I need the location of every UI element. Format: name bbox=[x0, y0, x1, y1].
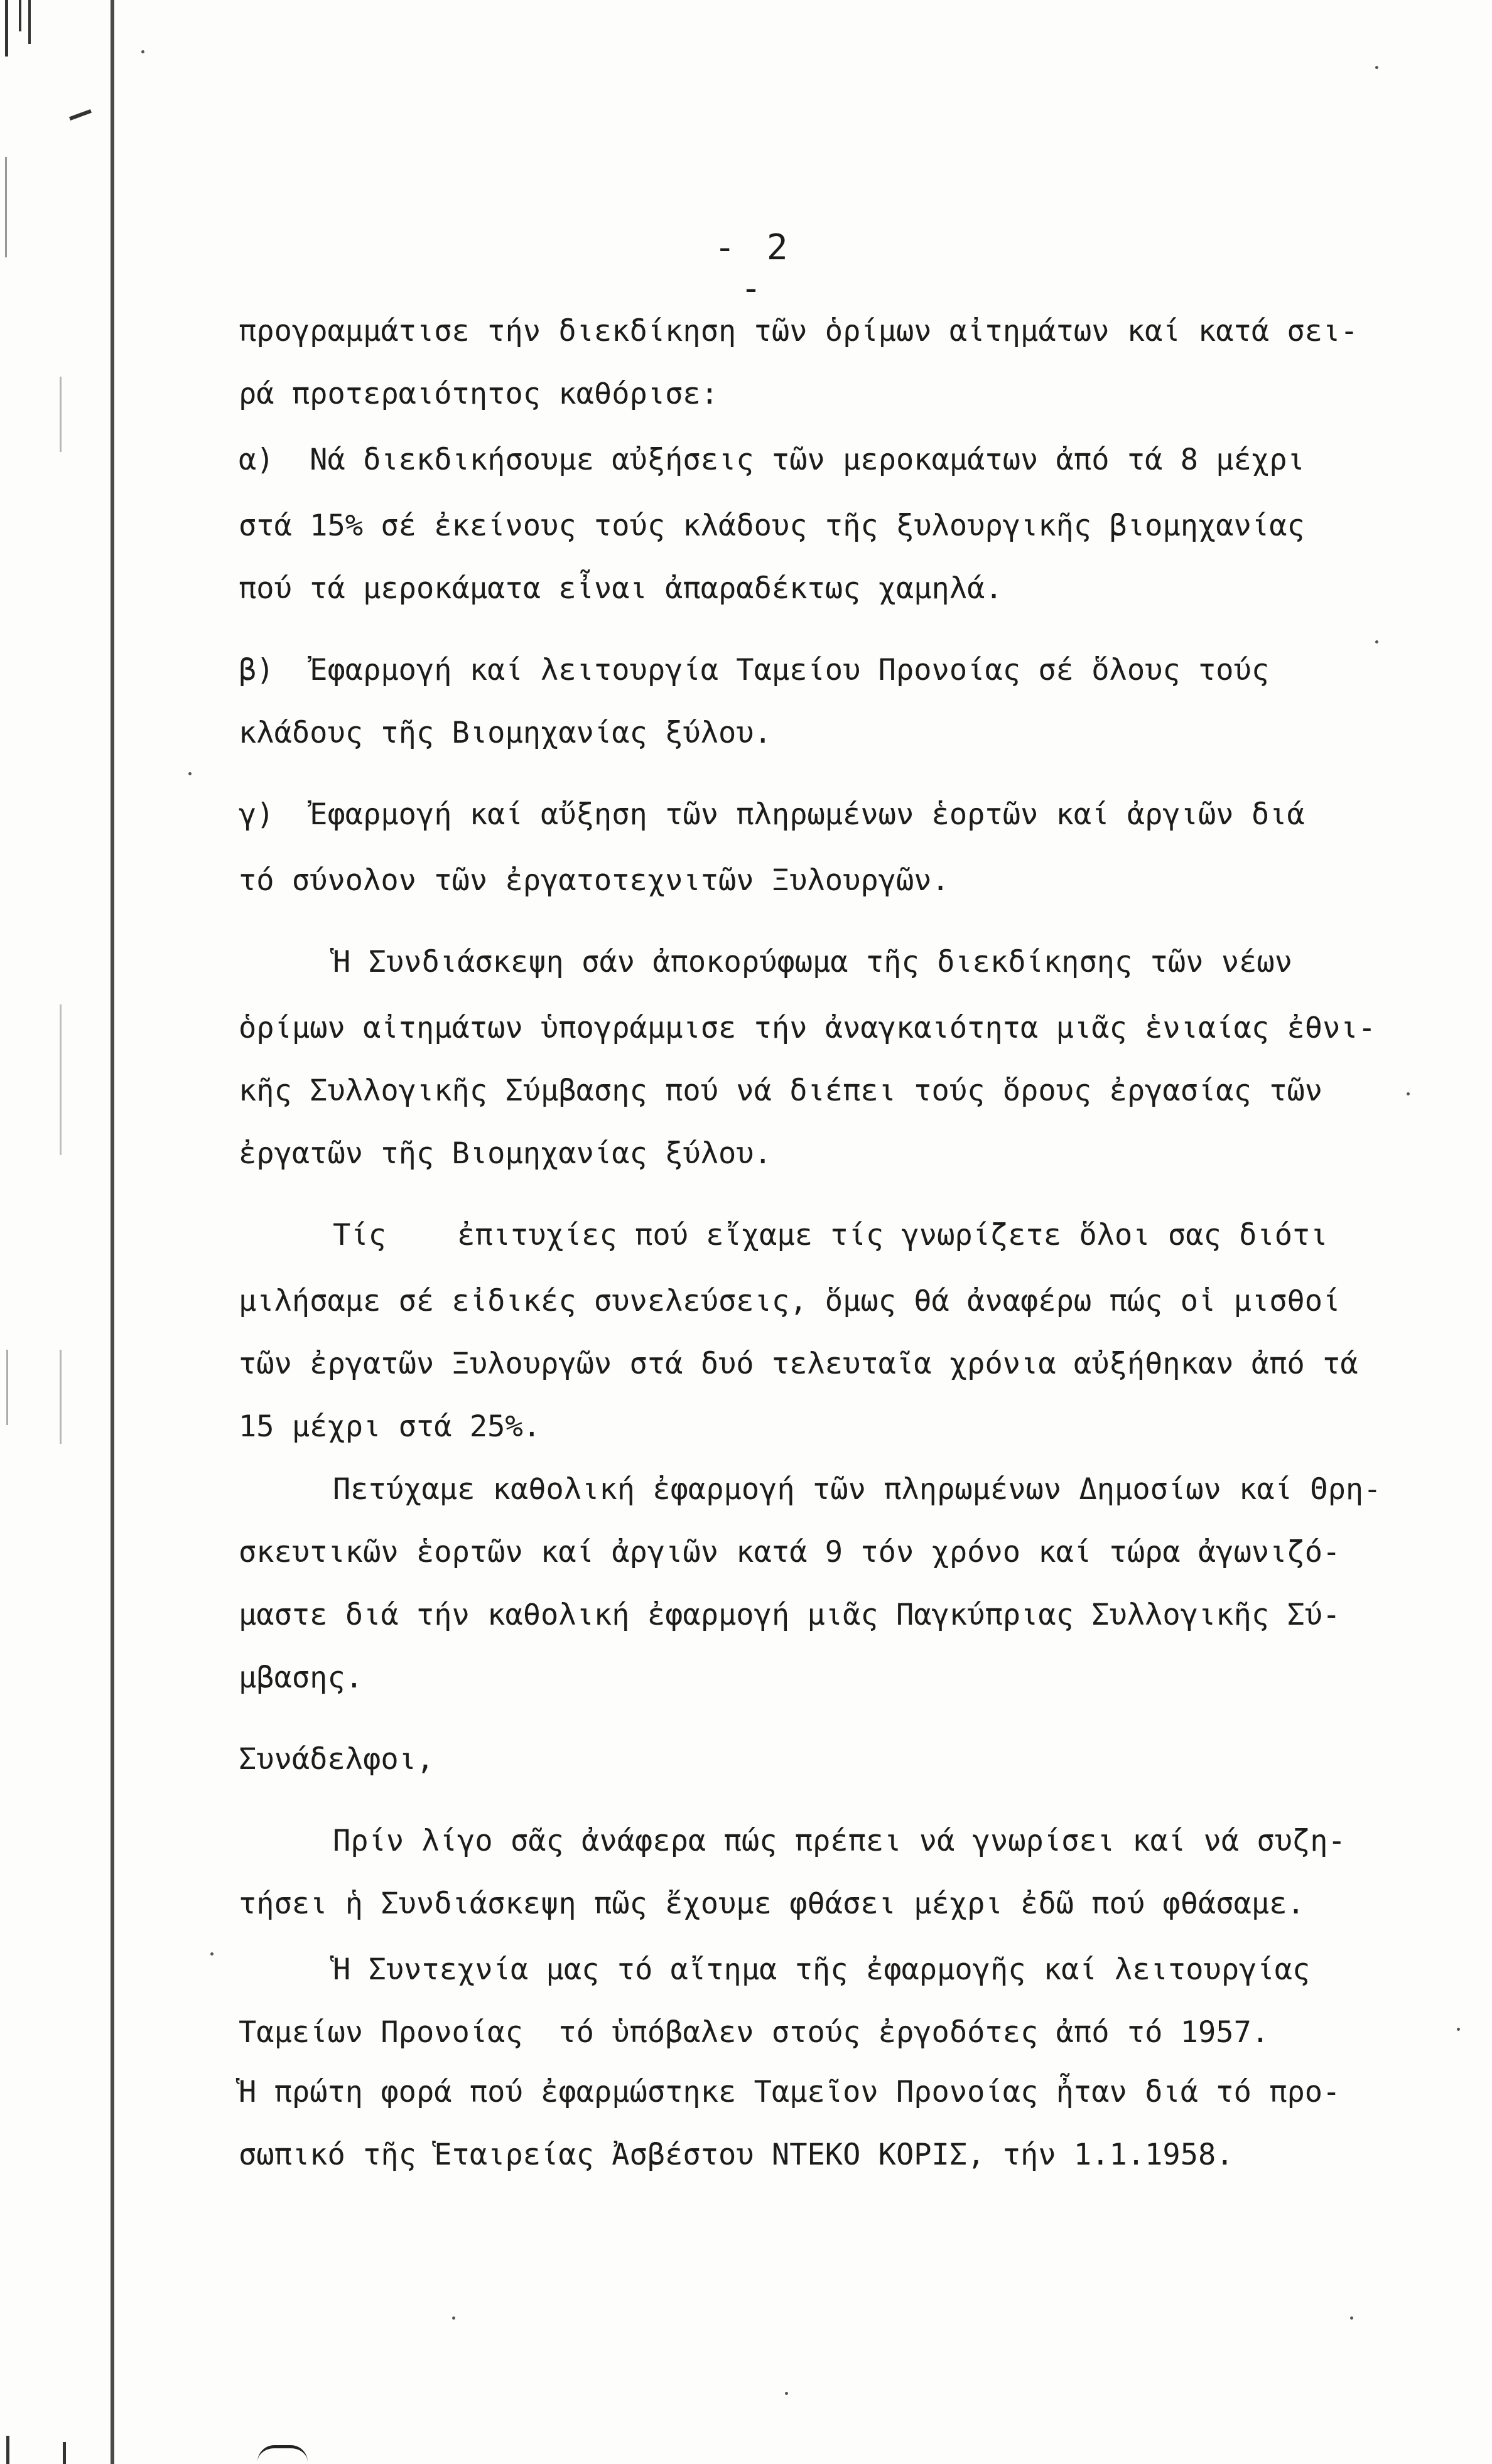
edge-mark bbox=[28, 0, 31, 44]
text-line: Ἡ Συντεχνία μας τό αἴτημα τῆς ἐφαρμογῆς καί λειτουργίας bbox=[333, 1952, 1311, 1987]
edge-mark bbox=[60, 377, 62, 452]
text-line: ὁρίμων αἰτημάτων ὑπογράμμισε τήν ἀναγκαιότητα μιᾶς ἑνιαίας ἐθνι- bbox=[239, 1011, 1376, 1045]
scan-speck bbox=[210, 1952, 214, 1956]
scan-speck bbox=[452, 2316, 455, 2320]
text-line: ἐργατῶν τῆς Βιομηχανίας ξύλου. bbox=[239, 1136, 772, 1171]
binding-line bbox=[111, 0, 114, 2464]
edge-mark bbox=[63, 2442, 66, 2464]
scan-speck bbox=[1407, 1092, 1410, 1095]
text-line: τῶν ἐργατῶν Ξυλουργῶν στά δυό τελευταῖα χρόνια αὐξήθηκαν ἀπό τά bbox=[239, 1347, 1358, 1381]
page-number: - 2 - bbox=[714, 227, 793, 309]
edge-mark bbox=[6, 1350, 8, 1425]
text-line: μβασης. bbox=[239, 1660, 364, 1695]
scan-speck bbox=[1375, 640, 1378, 643]
edge-mark bbox=[5, 0, 8, 56]
bottom-ink-mark bbox=[257, 2445, 308, 2462]
edge-mark bbox=[60, 1350, 62, 1444]
text-line: προγραμμάτισε τήν διεκδίκηση τῶν ὁρίμων αἰτημάτων καί κατά σει- bbox=[239, 314, 1358, 348]
text-line: Συνάδελφοι, bbox=[239, 1742, 435, 1777]
text-line: σκευτικῶν ἑορτῶν καί ἀργιῶν κατά 9 τόν χρόνο καί τώρα ἀγωνιζό- bbox=[239, 1535, 1341, 1569]
text-line: τήσει ἡ Συνδιάσκεψη πῶς ἔχουμε φθάσει μέχρι ἐδῶ πού φθάσαμε. bbox=[239, 1886, 1305, 1921]
scan-speck bbox=[141, 50, 144, 53]
scan-speck bbox=[1457, 2028, 1460, 2031]
text-line: κλάδους τῆς Βιομηχανίας ξύλου. bbox=[239, 716, 772, 750]
text-line: Ταμείων Προνοίας τό ὑπόβαλεν στούς ἐργοδότες ἀπό τό 1957. bbox=[239, 2015, 1270, 2050]
text-line: Πρίν λίγο σᾶς ἀνάφερα πώς πρέπει νά γνωρίσει καί νά συζη- bbox=[333, 1824, 1346, 1858]
text-line: β) Ἐφαρμογή καί λειτουργία Ταμείου Προνοίας σέ ὅλους τούς bbox=[239, 653, 1270, 687]
text-line: 15 μέχρι στά 25%. bbox=[239, 1409, 541, 1444]
text-line: πού τά μεροκάματα εἶναι ἀπαραδέκτως χαμηλά. bbox=[239, 571, 1003, 606]
edge-mark bbox=[19, 0, 21, 31]
edge-mark bbox=[6, 2436, 9, 2464]
text-line: ρά προτεραιότητος καθόρισε: bbox=[239, 377, 719, 411]
scan-speck bbox=[1350, 2316, 1353, 2320]
body-text bbox=[239, 0, 1463, 2172]
edge-mark bbox=[60, 1004, 62, 1155]
text-line: τό σύνολον τῶν ἐργατοτεχνιτῶν Ξυλουργῶν. bbox=[239, 863, 949, 898]
text-line: στά 15% σέ ἐκείνους τούς κλάδους τῆς ξυλουργικῆς βιομηχανίας bbox=[239, 508, 1305, 543]
text-line: Τίς ἐπιτυχίες πού εἴχαμε τίς γνωρίζετε ὅλοι σας διότι bbox=[333, 1218, 1328, 1252]
text-line: μιλήσαμε σέ εἰδικές συνελεύσεις, ὅμως θά ἀναφέρω πώς οἱ μισθοί bbox=[239, 1284, 1341, 1318]
text-line: Ἡ Συνδιάσκεψη σάν ἀποκορύφωμα τῆς διεκδίκησης τῶν νέων bbox=[333, 945, 1293, 979]
edge-mark bbox=[69, 109, 92, 121]
text-line: κῆς Συλλογικῆς Σύμβασης πού νά διέπει τούς ὅρους ἐργασίας τῶν bbox=[239, 1073, 1323, 1108]
left-margin-edge bbox=[0, 0, 111, 2464]
text-line: σωπικό τῆς Ἑταιρείας Ἀσβέστου ΝΤΕΚΟ ΚΟΡΙΣ, τήν 1.1.1958. bbox=[239, 2138, 1234, 2172]
text-line: Πετύχαμε καθολική ἐφαρμογή τῶν πληρωμένων Δημοσίων καί Θρη- bbox=[333, 1472, 1381, 1507]
text-line: Ἡ πρώτη φορά πού ἐφαρμώστηκε Ταμεῖον Προνοίας ἦταν διά τό προ- bbox=[239, 2075, 1341, 2109]
scan-speck bbox=[1375, 66, 1378, 69]
edge-mark bbox=[5, 157, 7, 257]
text-line: α) Νά διεκδικήσουμε αὐξήσεις τῶν μεροκαμάτων ἀπό τά 8 μέχρι bbox=[239, 443, 1305, 477]
text-line: γ) Ἐφαρμογή καί αὔξηση τῶν πληρωμένων ἑορτῶν καί ἀργιῶν διά bbox=[239, 797, 1305, 832]
scan-speck bbox=[785, 2392, 788, 2395]
scan-speck bbox=[188, 772, 192, 775]
text-line: μαστε διά τήν καθολική ἐφαρμογή μιᾶς Παγκύπριας Συλλογικῆς Σύ- bbox=[239, 1598, 1341, 1632]
